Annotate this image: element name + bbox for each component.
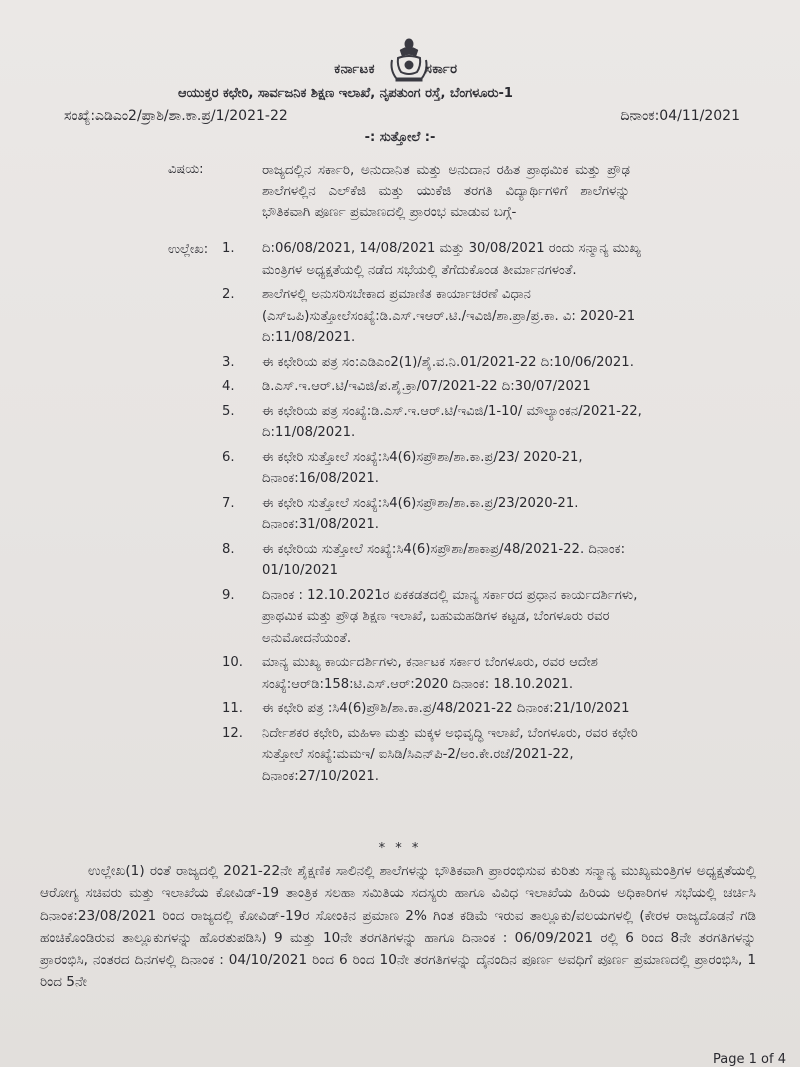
- separator: * * *: [378, 841, 422, 856]
- state-title-right: ಸರ್ಕಾರ: [425, 62, 458, 77]
- reference-item: [222, 698, 642, 720]
- reference-item-number: 4.: [222, 379, 235, 394]
- reference-item-text: ಡಿ.ಎಸ್.ಇ.ಆರ್.ಟಿ/ಇವಿಜಿ/ಪ.ಶೈ.ಕ್ರಾ/07/2021-22 ದಿ:30/07/2021: [262, 379, 591, 394]
- reference-item: [222, 493, 642, 536]
- reference-item: [222, 447, 642, 490]
- reference-item-text: ಈ ಕಛೇರಿಯ ಸುತ್ತೋಲೆ ಸಂಖ್ಯೆ:ಸಿ4(6)ಸಪ್ರೌಶಾ/ಶಾಕಾಪ್ರ/48/2021-22. ದಿನಾಂಕ: 01/10/2021: [262, 541, 626, 578]
- reference-item-number: 9.: [222, 587, 235, 603]
- reference-item: [222, 652, 642, 695]
- circular-heading: -: ಸುತ್ತೋಲೆ :-: [364, 130, 436, 145]
- office-address: ಆಯುಕ್ತರ ಕಛೇರಿ, ಸಾರ್ವಜನಿಕ ಶಿಕ್ಷಣ ಇಲಾಖೆ, ನೃಪತುಂಗ ರಸ್ತೆ, ಬೆಂಗಳೂರು-1: [178, 86, 513, 101]
- page-number: Page 1 of 4: [713, 1052, 786, 1067]
- subject-text: ರಾಜ್ಯದಲ್ಲಿನ ಸರ್ಕಾರಿ, ಅನುದಾನಿತ ಮತ್ತು ಅನುದಾನ ರಹಿತ ಪ್ರಾಥಮಿಕ ಮತ್ತು ಪ್ರೌಢ ಶಾಲೆಗಳಲ್ಲಿನ ಎಲ್‌ಕೆಜಿ ಮತ್ತು ಯುಕೆಜಿ ತರಗತಿ ವಿದ್ಯಾರ್ಥಿಗಳಿಗೆ ಶಾಲೆಗಳನ್ನು ಭೌತಿಕವಾಗಿ ಪೂರ್ಣ ಪ್ರಮಾಣದಲ್ಲಿ ಪ್ರಾರಂಭ ಮಾಡುವ ಬಗ್ಗೆ-: [262, 162, 630, 220]
- reference-item-number: 3.: [222, 354, 235, 370]
- reference-item-text: ದಿ:06/08/2021, 14/08/2021 ಮತ್ತು 30/08/2021 ರಂದು ಸನ್ಮಾನ್ಯ ಮುಖ್ಯ ಮಂತ್ರಿಗಳ ಅಧ್ಯಕ್ಷತೆಯಲ್ಲಿ ನಡೆದ ಸಭೆಯಲ್ಲಿ ತೆಗೆದುಕೊಂಡ ತೀರ್ಮಾನಗಳಂತೆ.: [262, 241, 641, 278]
- reference-item-text: ಈ ಕಛೇರಿ ಸುತ್ತೋಲೆ ಸಂಖ್ಯೆ:ಸಿ4(6)ಸಪ್ರೌಶಾ/ಶಾ.ಕಾ.ಪ್ರ/23/2020-21. ದಿನಾಂಕ:31/08/2021.: [262, 495, 579, 532]
- reference-item-number: 7.: [222, 495, 235, 511]
- document-date: ದಿನಾಂಕ:04/11/2021: [620, 108, 740, 124]
- reference-number: ಸಂಖ್ಯೆ:ಎಡಿಎಂ2/ಪ್ರಾಶಿ/ಶಾ.ಕಾ.ಪ್ರ/1/2021-22: [64, 108, 288, 124]
- reference-item-number: 12.: [222, 725, 243, 741]
- state-title: [0, 62, 800, 77]
- reference-item: [222, 585, 642, 650]
- reference-item-text: ದಿನಾಂಕ : 12.10.2021ರ ಏಕಕಡತದಲ್ಲಿ ಮಾನ್ಯ ಸರ್ಕಾರದ ಪ್ರಧಾನ ಕಾರ್ಯದರ್ಶಿಗಳು, ಪ್ರಾಥಮಿಕ ಮತ್ತು ಪ್ರೌಢ ಶಿಕ್ಷಣ ಇಲಾಖೆ, ಬಹುಮಹಡಿಗಳ ಕಟ್ಟಡ, ಬೆಂಗಳೂರು ರವರ ಅನುಮೋದನೆಯಂತೆ.: [262, 587, 638, 646]
- reference-item-text: ಈ ಕಛೇರಿ ಪತ್ರ :ಸಿ4(6)ಪ್ರೌಶಿ/ಶಾ.ಕಾ.ಪ್ರ/48/2021-22 ದಿನಾಂಕ:21/10/2021: [262, 701, 630, 716]
- reference-item: [222, 352, 642, 374]
- reference-item-text: ಈ ಕಛೇರಿಯ ಪತ್ರ ಸಂಖ್ಯೆ:ಡಿ.ಎಸ್.ಇ.ಆರ್.ಟಿ/ಇವಿಜಿ/1-10/ ಮೌಲ್ಯಾಂಕನ/2021-22, ದಿ:11/08/2021.: [262, 403, 642, 440]
- references-label: ಉಲ್ಲೇಖ:: [168, 242, 209, 257]
- state-emblem-icon: [384, 34, 434, 86]
- reference-item: [222, 284, 642, 349]
- reference-item-number: 5.: [222, 403, 235, 419]
- reference-item-number: 2.: [222, 287, 235, 302]
- body-paragraph: ಉಲ್ಲೇಖ(1) ರಂತೆ ರಾಜ್ಯದಲ್ಲಿ 2021-22ನೇ ಶೈಕ್ಷಣಿಕ ಸಾಲಿನಲ್ಲಿ ಶಾಲೆಗಳನ್ನು ಭೌತಿಕವಾಗಿ ಪ್ರಾರಂಭಿಸುವ ಕುರಿತು ಸನ್ಮಾನ್ಯ ಮುಖ್ಯಮಂತ್ರಿಗಳ ಅಧ್ಯಕ್ಷತೆಯಲ್ಲಿ ಆರೋಗ್ಯ ಸಚಿವರು ಮತ್ತು ಇಲಾಖೆಯ ಕೋವಿಡ್-19 ತಾಂತ್ರಿಕ ಸಲಹಾ ಸಮಿತಿಯ ಸದಸ್ಯರು ಹಾಗೂ ವಿವಿಧ ಇಲಾಖೆಯ ಹಿರಿಯ ಅಧಿಕಾರಿಗಳ ಸಭೆಯಲ್ಲಿ ಚರ್ಚಿಸಿ ದಿನಾಂಕ:23/08/2021 ರಿಂದ ರಾಜ್ಯದಲ್ಲಿ ಕೋವಿಡ್-19ರ ಸೋಂಕಿನ ಪ್ರಮಾಣ 2% ಗಿಂತ ಕಡಿಮೆ ಇರುವ ತಾಲ್ಲೂಕು/ವಲಯಗಳಲ್ಲಿ (ಕೇರಳ ರಾಜ್ಯದೊಡನೆ ಗಡಿ ಹಂಚಿಕೊಂಡಿರುವ ತಾಲ್ಲೂಕುಗಳನ್ನು ಹೊರತುಪಡಿಸಿ) 9 ಮತ್ತು 10ನೇ ತರಗತಿಗಳನ್ನು ಹಾಗೂ ದಿನಾಂಕ : 06/09/2021 ರಲ್ಲಿ 6 ರಿಂದ 8ನೇ ತರಗತಿಗಳನ್ನು ಪ್ರಾರಂಭಿಸಿ, ನಂತರದ ದಿನಗಳಲ್ಲಿ ದಿನಾಂಕ : 04/10/2021 ರಿಂದ 6 ರಿಂದ 10ನೇ ತರಗತಿಗಳನ್ನು ದೈನಂದಿನ ಪೂರ್ಣ ಅವಧಿಗೆ ಪೂರ್ಣ ಪ್ರಮಾಣದಲ್ಲಿ ಪ್ರಾರಂಭಿಸಿ, 1 ರಿಂದ 5ನೇ: [40, 863, 756, 991]
- reference-item: [222, 539, 642, 582]
- reference-item-text: ನಿರ್ದೇಶಕರ ಕಛೇರಿ, ಮಹಿಳಾ ಮತ್ತು ಮಕ್ಕಳ ಅಭಿವೃದ್ಧಿ ಇಲಾಖೆ, ಬೆಂಗಳೂರು, ರವರ ಕಛೇರಿ ಸುತ್ತೋಲೆ ಸಂಖ್ಯೆ:ಮಮಇ/ ಐಸಿಡಿ/ಸಿಎನ್‌ಪಿ-2/ಅಂ.ಕೇ.ರಜೆ/2021-22, ದಿನಾಂಕ:27/10/2021.: [262, 725, 638, 784]
- references-list: [222, 238, 642, 790]
- reference-item: [222, 401, 642, 444]
- reference-item-number: 6.: [222, 449, 235, 465]
- reference-item-text: ಮಾನ್ಯ ಮುಖ್ಯ ಕಾರ್ಯದರ್ಶಿಗಳು, ಕರ್ನಾಟಕ ಸರ್ಕಾರ ಬೆಂಗಳೂರು, ರವರ ಆದೇಶ ಸಂಖ್ಯೆ:ಆರ್‌ಡಿ:158:ಟಿ.ಎಸ್.ಆರ್:2020 ದಿನಾಂಕ: 18.10.2021.: [262, 655, 598, 692]
- reference-item-number: 1.: [222, 241, 235, 256]
- reference-item-text: ಶಾಲೆಗಳಲ್ಲಿ ಅನುಸರಿಸಬೇಕಾದ ಪ್ರಮಾಣಿತ ಕಾರ್ಯಾಚರಣೆ ವಿಧಾನ (ಎಸ್‌ಒಪಿ)ಸುತ್ತೋಲೆಸಂಖ್ಯೆ:ಡಿ.ಎಸ್.ಇಆರ್.ಟಿ./ಇವಿಜಿ/ಶಾ.ಪ್ರಾ/ಪ್ರ.ಕಾ. ವಿ: 2020-21 ದಿ:11/08/2021.: [262, 287, 636, 345]
- reference-item-text: ಈ ಕಛೇರಿಯ ಪತ್ರ ಸಂ:ಎಡಿಎಂ2(1)/ಶೈ.ವ.ನಿ.01/2021-22 ದಿ:10/06/2021.: [262, 354, 634, 370]
- reference-item-number: 8.: [222, 541, 235, 557]
- reference-item-text: ಈ ಕಛೇರಿ ಸುತ್ತೋಲೆ ಸಂಖ್ಯೆ:ಸಿ4(6)ಸಪ್ರೌಶಾ/ಶಾ.ಕಾ.ಪ್ರ/23/ 2020-21, ದಿನಾಂಕ:16/08/2021.: [262, 449, 583, 486]
- state-title-left: ಕರ್ನಾಟಕ: [334, 62, 375, 77]
- reference-item: [222, 238, 642, 281]
- reference-item: [222, 723, 642, 788]
- subject-label: ವಿಷಯ:: [168, 162, 204, 177]
- reference-item: [222, 376, 642, 398]
- reference-line: [64, 108, 740, 124]
- reference-item-number: 10.: [222, 655, 243, 670]
- reference-item-number: 11.: [222, 701, 243, 716]
